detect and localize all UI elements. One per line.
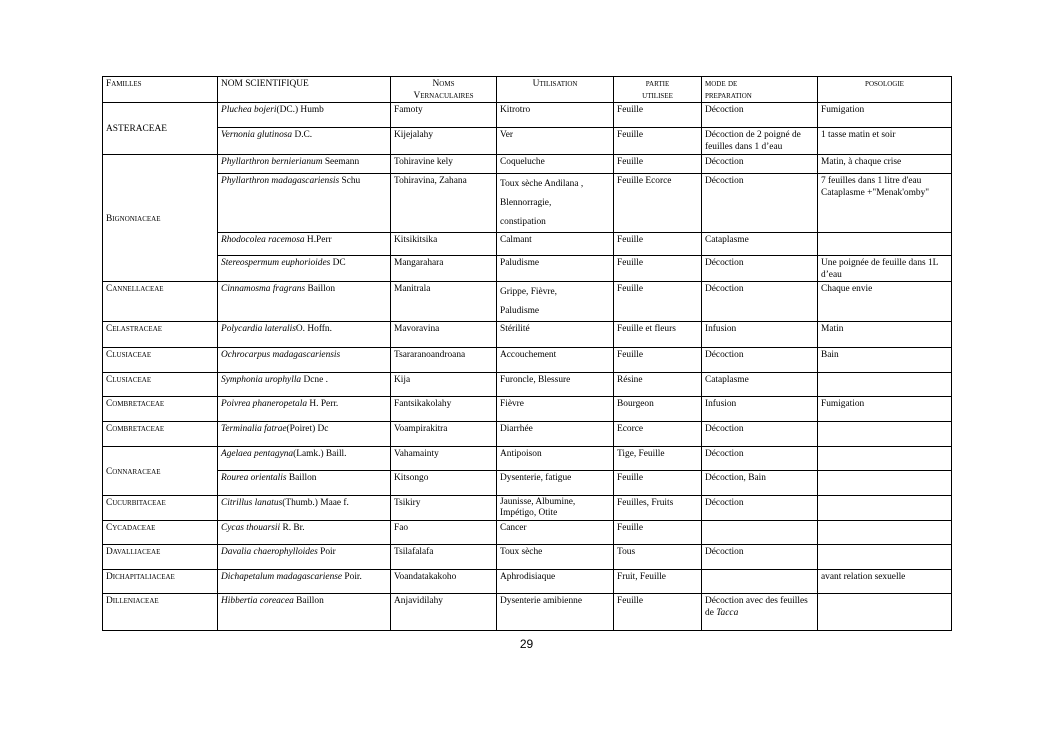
mode-cell: Infusion — [702, 322, 818, 348]
mode-cell: Décoction, Bain — [702, 471, 818, 496]
family-cell: ASTERACEAE — [103, 103, 218, 155]
use-cell: Fièvre — [497, 397, 614, 422]
scientific-name-cell: Stereospermum euphorioides DC — [218, 256, 391, 282]
header-posologie: posologie — [818, 77, 952, 103]
scientific-name-cell: Davalia chaerophylloides Poir — [218, 545, 391, 570]
header-utilisation: Utilisation — [497, 77, 614, 103]
use-cell: Dysenterie, fatigue — [497, 471, 614, 496]
scientific-name-cell: Dichapetalum madagascariense Poir. — [218, 570, 391, 594]
mode-cell: Cataplasme — [702, 233, 818, 256]
vernacular-cell: Manitrala — [391, 282, 497, 322]
posology-cell: Bain — [818, 348, 952, 373]
part-cell: Résine — [614, 373, 702, 397]
use-cell: Cancer — [497, 521, 614, 545]
part-cell: Feuille — [614, 256, 702, 282]
vernacular-cell: Mavoravina — [391, 322, 497, 348]
part-cell: Tous — [614, 545, 702, 570]
posology-cell: Chaque envie — [818, 282, 952, 322]
mode-cell: Décoction — [702, 545, 818, 570]
scientific-name-cell: Cinnamosma fragrans Baillon — [218, 282, 391, 322]
medicinal-plants-table — [102, 76, 952, 631]
scientific-name-cell: Poivrea phaneropetala H. Perr. — [218, 397, 391, 422]
use-cell: Jaunisse, Albumine, Impétigo, Otite — [497, 496, 614, 521]
part-cell: Feuille — [614, 594, 702, 631]
table-row — [103, 103, 952, 128]
scientific-name-cell: Terminalia fatrae(Poiret) Dc — [218, 422, 391, 447]
table-row — [103, 594, 952, 631]
vernacular-cell: Kijejalahy — [391, 128, 497, 155]
scientific-name-cell: Citrillus lanatus(Thumb.) Maae f. — [218, 496, 391, 521]
vernacular-cell: Tsararanoandroana — [391, 348, 497, 373]
part-cell: Feuille — [614, 348, 702, 373]
table-row — [103, 322, 952, 348]
scientific-name-cell: Phyllarthron madagascariensis Schu — [218, 174, 391, 233]
table-row — [103, 155, 952, 174]
family-cell: Celastraceae — [103, 322, 218, 348]
part-cell: Bourgeon — [614, 397, 702, 422]
vernacular-cell: Tsikiry — [391, 496, 497, 521]
part-cell: Feuille — [614, 282, 702, 322]
part-cell: Feuille Ecorce — [614, 174, 702, 233]
use-cell: Calmant — [497, 233, 614, 256]
posology-cell: Fumigation — [818, 103, 952, 128]
vernacular-cell: Kitsikitsika — [391, 233, 497, 256]
posology-cell — [818, 471, 952, 496]
posology-cell — [818, 521, 952, 545]
family-cell: Dichapitaliaceae — [103, 570, 218, 594]
scientific-name-cell: Vernonia glutinosa D.C. — [218, 128, 391, 155]
vernacular-cell: Vahamainty — [391, 447, 497, 471]
table-row — [103, 282, 952, 322]
scientific-name-cell: Polycardia lateralisO. Hoffn. — [218, 322, 391, 348]
header-nom-scientifique: NOM SCIENTIFIQUE — [218, 77, 391, 103]
family-cell: Cannellaceae — [103, 282, 218, 322]
table-row — [103, 256, 952, 282]
header-partie-utilisee: partie utilisee — [614, 77, 702, 103]
part-cell: Feuille — [614, 103, 702, 128]
family-cell: Clusiaceae — [103, 348, 218, 373]
header-mode-preparation: mode de preparation — [702, 77, 818, 103]
mode-cell: Infusion — [702, 397, 818, 422]
family-cell: Dilleniaceae — [103, 594, 218, 631]
use-cell: Grippe, Fièvre, Paludisme — [497, 282, 614, 322]
mode-cell: Décoction — [702, 348, 818, 373]
mode-cell: Décoction — [702, 422, 818, 447]
vernacular-cell: Kija — [391, 373, 497, 397]
family-cell: Connaraceae — [103, 447, 218, 496]
use-cell: Aphrodisiaque — [497, 570, 614, 594]
part-cell: Feuille et fleurs — [614, 322, 702, 348]
vernacular-cell: Voampirakitra — [391, 422, 497, 447]
mode-cell: Décoction — [702, 282, 818, 322]
table-row — [103, 174, 952, 233]
use-cell: Coqueluche — [497, 155, 614, 174]
table-row — [103, 233, 952, 256]
posology-cell: Fumigation — [818, 397, 952, 422]
table-row — [103, 373, 952, 397]
use-cell: Dysenterie amibienne — [497, 594, 614, 631]
use-cell: Antipoison — [497, 447, 614, 471]
mode-cell — [702, 521, 818, 545]
mode-cell — [702, 570, 818, 594]
use-cell: Kitrotro — [497, 103, 614, 128]
table-row — [103, 128, 952, 155]
family-cell: Combretaceae — [103, 422, 218, 447]
vernacular-cell: Voandatakakoho — [391, 570, 497, 594]
vernacular-cell: Tohiravina, Zahana — [391, 174, 497, 233]
posology-cell — [818, 496, 952, 521]
part-cell: Tige, Feuille — [614, 447, 702, 471]
table-row — [103, 422, 952, 447]
vernacular-cell: Fao — [391, 521, 497, 545]
part-cell: Feuille — [614, 471, 702, 496]
part-cell: Feuille — [614, 233, 702, 256]
part-cell: Feuille — [614, 521, 702, 545]
scientific-name-cell: Rourea orientalis Baillon — [218, 471, 391, 496]
vernacular-cell: Mangarahara — [391, 256, 497, 282]
mode-cell: Décoction — [702, 174, 818, 233]
part-cell: Fruit, Feuille — [614, 570, 702, 594]
vernacular-cell: Tohiravine kely — [391, 155, 497, 174]
mode-cell: Décoction — [702, 496, 818, 521]
family-cell: Combretaceae — [103, 397, 218, 422]
scientific-name-cell: Symphonia urophylla Dcne . — [218, 373, 391, 397]
posology-cell: 1 tasse matin et soir — [818, 128, 952, 155]
scientific-name-cell: Agelaea pentagyna(Lamk.) Baill. — [218, 447, 391, 471]
scientific-name-cell: Cycas thouarsii R. Br. — [218, 521, 391, 545]
use-cell: Toux sèche Andilana , Blennorragie, constipation — [497, 174, 614, 233]
table-row — [103, 570, 952, 594]
mode-cell: Décoction de 2 poigné de feuilles dans 1 d’eau — [702, 128, 818, 155]
vernacular-cell: Kitsongo — [391, 471, 497, 496]
posology-cell — [818, 545, 952, 570]
scientific-name-cell: Hibbertia coreacea Baillon — [218, 594, 391, 631]
family-cell: Cucurbitaceae — [103, 496, 218, 521]
mode-cell: Décoction — [702, 447, 818, 471]
vernacular-cell: Anjavidilahy — [391, 594, 497, 631]
use-cell: Stérilité — [497, 322, 614, 348]
family-cell: Cycadaceae — [103, 521, 218, 545]
use-cell: Diarrhée — [497, 422, 614, 447]
posology-cell — [818, 422, 952, 447]
use-cell: Toux sèche — [497, 545, 614, 570]
posology-cell: Matin, à chaque crise — [818, 155, 952, 174]
part-cell: Feuille — [614, 155, 702, 174]
part-cell: Ecorce — [614, 422, 702, 447]
scientific-name-cell: Pluchea bojeri(DC.) Humb — [218, 103, 391, 128]
posology-cell — [818, 233, 952, 256]
table-row — [103, 521, 952, 545]
table-row — [103, 496, 952, 521]
use-cell: Paludisme — [497, 256, 614, 282]
use-cell: Furoncle, Blessure — [497, 373, 614, 397]
family-cell: Clusiaceae — [103, 373, 218, 397]
family-cell: Bignoniaceae — [103, 155, 218, 282]
vernacular-cell: Fantsikakolahy — [391, 397, 497, 422]
table-row — [103, 447, 952, 471]
posology-cell: Matin — [818, 322, 952, 348]
header-noms-vernaculaires: Noms Vernaculaires — [391, 77, 497, 103]
part-cell: Feuille — [614, 128, 702, 155]
scientific-name-cell: Ochrocarpus madagascariensis — [218, 348, 391, 373]
header-familles: Familles — [103, 77, 218, 103]
posology-cell: 7 feuilles dans 1 litre d'eau Cataplasme +"Menak'omby" — [818, 174, 952, 233]
posology-cell: Une poignée de feuille dans 1L d’eau — [818, 256, 952, 282]
posology-cell — [818, 594, 952, 631]
mode-cell: Décoction — [702, 155, 818, 174]
mode-cell: Décoction — [702, 103, 818, 128]
table-row — [103, 348, 952, 373]
scientific-name-cell: Rhodocolea racemosa H.Perr — [218, 233, 391, 256]
use-cell: Accouchement — [497, 348, 614, 373]
page-number: 29 — [519, 637, 534, 651]
family-cell: Davalliaceae — [103, 545, 218, 570]
mode-cell: Cataplasme — [702, 373, 818, 397]
table-row — [103, 545, 952, 570]
use-cell: Ver — [497, 128, 614, 155]
mode-cell: Décoction — [702, 256, 818, 282]
vernacular-cell: Tsilafalafa — [391, 545, 497, 570]
mode-cell: Décoction avec des feuilles de Tacca — [702, 594, 818, 631]
table-row — [103, 471, 952, 496]
posology-cell: avant relation sexuelle — [818, 570, 952, 594]
posology-cell — [818, 373, 952, 397]
table-header-row — [103, 77, 952, 103]
part-cell: Feuilles, Fruits — [614, 496, 702, 521]
table-row — [103, 397, 952, 422]
posology-cell — [818, 447, 952, 471]
vernacular-cell: Famoty — [391, 103, 497, 128]
scientific-name-cell: Phyllarthron bernierianum Seemann — [218, 155, 391, 174]
